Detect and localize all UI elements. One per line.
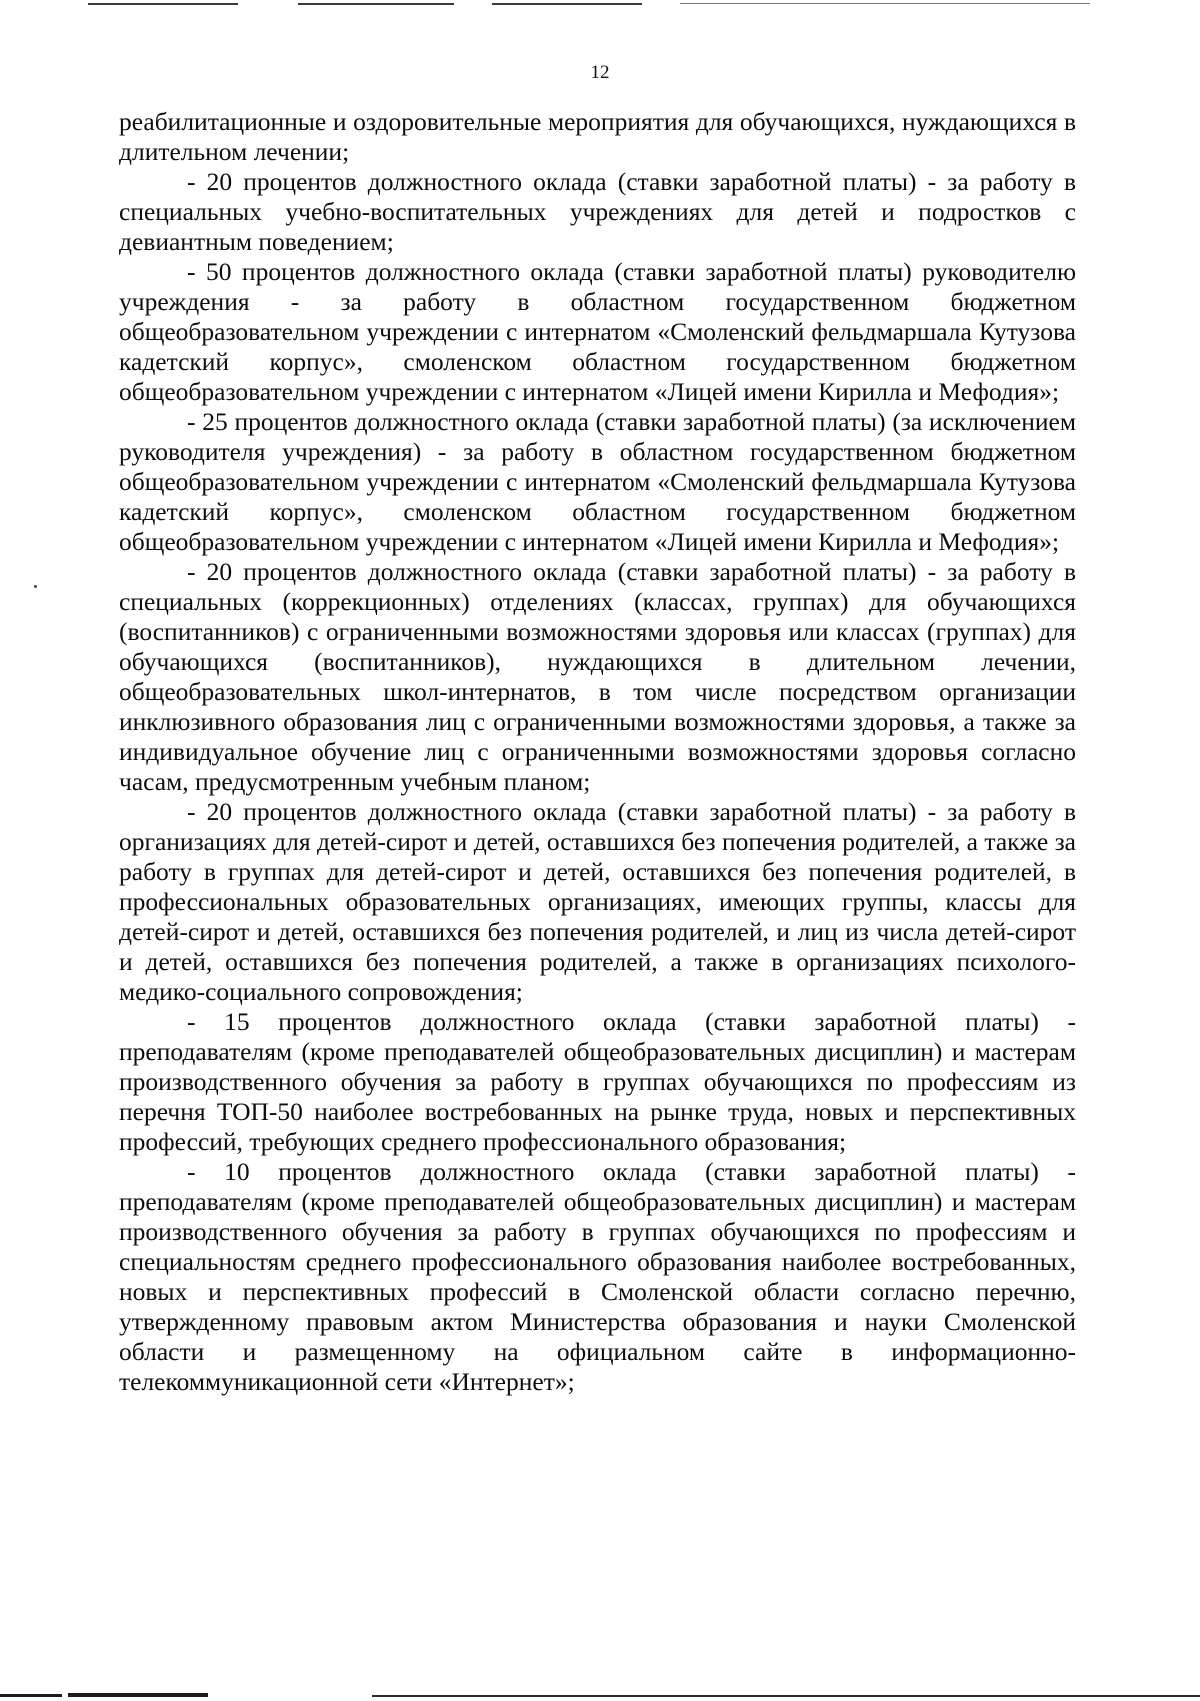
scan-edge-top — [0, 0, 1200, 12]
paragraph: - 20 процентов должностного оклада (ставки заработной платы) - за работу в организациях для детей-сирот и детей, оставшихся без попечения родителей, а также за работу в группах для детей-сирот и детей, оставшихся без попечения родителей, в профессиональных образовательных организациях, имеющих группы, классы для детей-сирот и детей, оставшихся без попечения родителей, и лиц из числа детей-сирот и детей, оставшихся без попечения родителей, а также в организациях психолого-медико-социального сопровождения; — [119, 797, 1076, 1006]
scan-edge-line — [372, 1695, 1200, 1697]
page-number: 12 — [590, 62, 610, 83]
scan-edge-line — [492, 3, 642, 5]
scan-edge-line — [0, 1694, 62, 1697]
scan-edge-line — [680, 3, 1090, 4]
document-body — [119, 107, 1076, 1397]
paragraph: - 15 процентов должностного оклада (ставки заработной платы) - преподавателям (кроме преподавателей общеобразовательных дисциплин) и мастерам производственного обучения за работу в группах обучающихся по профессиям из перечня ТОП-50 наиболее востребованных на рынке труда, новых и перспективных профессий, требующих среднего профессионального образования; — [119, 1007, 1076, 1156]
paragraph: - 25 процентов должностного оклада (ставки заработной платы) (за исключением руководителя учреждения) - за работу в областном государственном бюджетном общеобразовательном учреждении с интернатом «Смоленский фельдмаршала Кутузова кадетский корпус», смоленском областном государственном бюджетном общеобразовательном учреждении с интернатом «Лицей имени Кирилла и Мефодия»; — [119, 407, 1076, 556]
paragraph: реабилитационные и оздоровительные мероприятия для обучающихся, нуждающихся в длительном лечении; — [119, 107, 1076, 166]
scan-edge-line — [68, 1693, 208, 1697]
scan-edge-bottom — [0, 1688, 1200, 1701]
paragraph: - 10 процентов должностного оклада (ставки заработной платы) - преподавателям (кроме преподавателей общеобразовательных дисциплин) и мастерам производственного обучения за работу в группах обучающихся по профессиям и специальностям среднего профессионального образования наиболее востребованных, новых и перспективных профессий в Смоленской области согласно перечню, утвержденному правовым актом Министерства образования и науки Смоленской области и размещенному на официальном сайте в информационно-телекоммуникационной сети «Интернет»; — [119, 1157, 1076, 1396]
scan-speck — [34, 585, 37, 588]
paragraph: - 20 процентов должностного оклада (ставки заработной платы) - за работу в специальных (коррекционных) отделениях (классах, группах) для обучающихся (воспитанников) с ограниченными возможностями здоровья или классах (группах) для обучающихся (воспитанников), нуждающихся в длительном лечении, общеобразовательных школ-интернатов, в том числе посредством организации инклюзивного образования лиц с ограниченными возможностями здоровья, а также за индивидуальное обучение лиц с ограниченными возможностями здоровья согласно часам, предусмотренным учебным планом; — [119, 557, 1076, 796]
paragraph: - 50 процентов должностного оклада (ставки заработной платы) руководителю учреждения - за работу в областном государственном бюджетном общеобразовательном учреждении с интернатом «Смоленский фельдмаршала Кутузова кадетский корпус», смоленском областном государственном бюджетном общеобразовательном учреждении с интернатом «Лицей имени Кирилла и Мефодия»; — [119, 257, 1076, 406]
paragraph: - 20 процентов должностного оклада (ставки заработной платы) - за работу в специальных учебно-воспитательных учреждениях для детей и подростков с девиантным поведением; — [119, 167, 1076, 256]
scan-edge-line — [298, 3, 454, 5]
scan-edge-line — [88, 3, 238, 5]
